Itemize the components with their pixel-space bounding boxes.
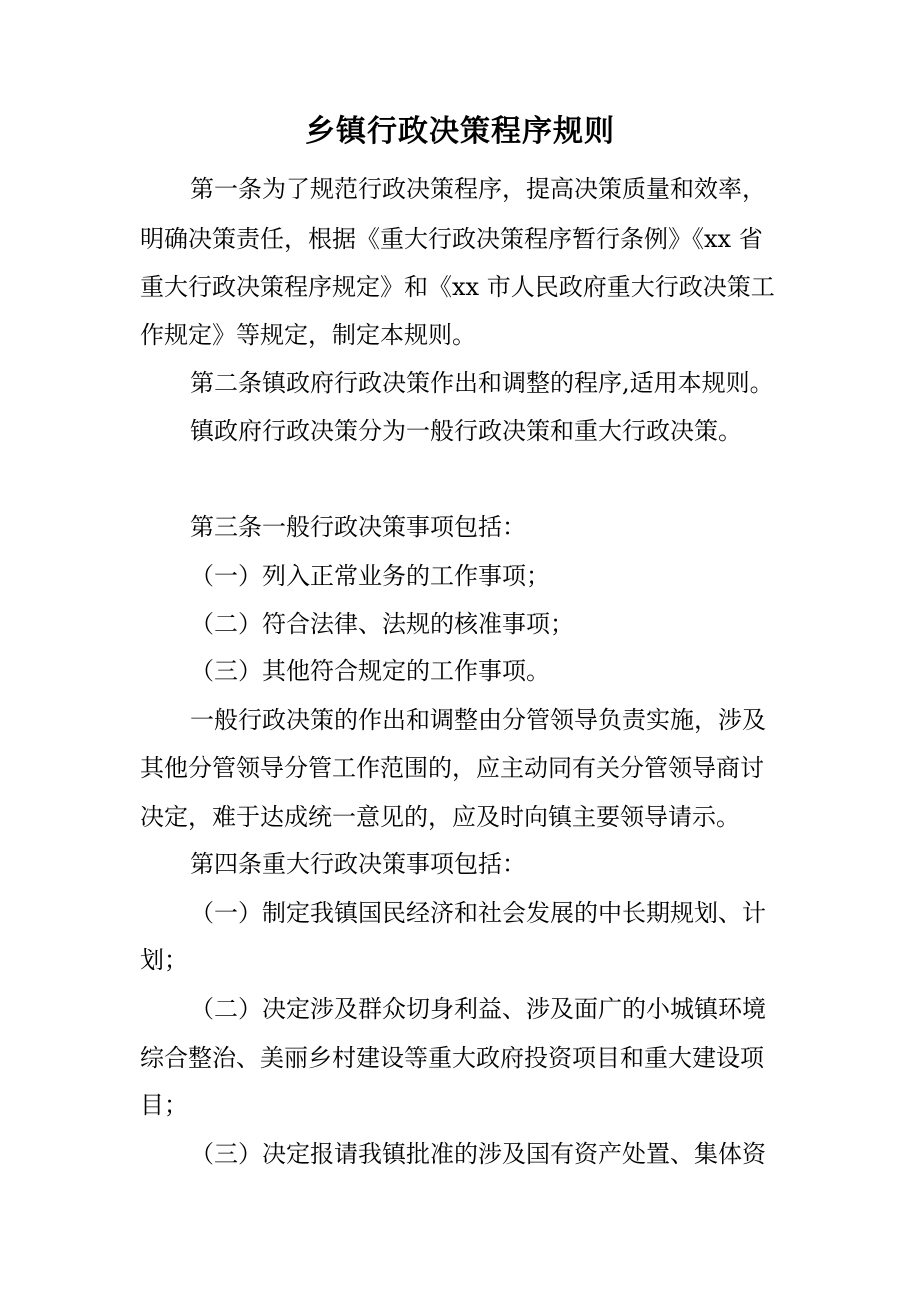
paragraph-line: 第四条重大行政决策事项包括： bbox=[190, 850, 526, 878]
list-item: （一）列入正常业务的工作事项； bbox=[190, 562, 550, 590]
list-item: （三）决定报请我镇批准的涉及国有资产处置、集体资 bbox=[190, 1140, 766, 1168]
list-item: （二）符合法律、法规的核准事项； bbox=[190, 610, 574, 638]
paragraph-line: 决定，难于达成统一意见的，应及时向镇主要领导请示。 bbox=[140, 803, 740, 831]
paragraph-line: 一般行政决策的作出和调整由分管领导负责实施，涉及 bbox=[190, 706, 766, 734]
list-item: （三）其他符合规定的工作事项。 bbox=[190, 657, 550, 685]
paragraph-line: 镇政府行政决策分为一般行政决策和重大行政决策。 bbox=[190, 417, 742, 445]
paragraph-line: 其他分管领导分管工作范围的，应主动同有关分管领导商讨 bbox=[140, 754, 764, 782]
paragraph-line: 明确决策责任，根据《重大行政决策程序暂行条例》《xx 省 bbox=[140, 225, 763, 253]
list-item: （一）制定我镇国民经济和社会发展的中长期规划、计 bbox=[190, 899, 766, 927]
list-item-continuation: 综合整治、美丽乡村建设等重大政府投资项目和重大建设项 bbox=[140, 1044, 764, 1072]
paragraph-line: 第一条为了规范行政决策程序，提高决策质量和效率， bbox=[190, 175, 766, 203]
document-title: 乡镇行政决策程序规则 bbox=[305, 114, 615, 149]
list-item-continuation: 目； bbox=[140, 1091, 188, 1119]
paragraph-line: 第二条镇政府行政决策作出和调整的程序,适用本规则。 bbox=[190, 369, 774, 397]
paragraph-line: 重大行政决策程序规定》和《xx 市人民政府重大行政决策工 bbox=[140, 273, 775, 301]
paragraph-line: 作规定》等规定，制定本规则。 bbox=[140, 321, 476, 349]
paragraph-line: 第三条一般行政决策事项包括： bbox=[190, 513, 526, 541]
list-item: （二）决定涉及群众切身利益、涉及面广的小城镇环境 bbox=[190, 995, 766, 1023]
list-item-continuation: 划； bbox=[140, 946, 188, 974]
